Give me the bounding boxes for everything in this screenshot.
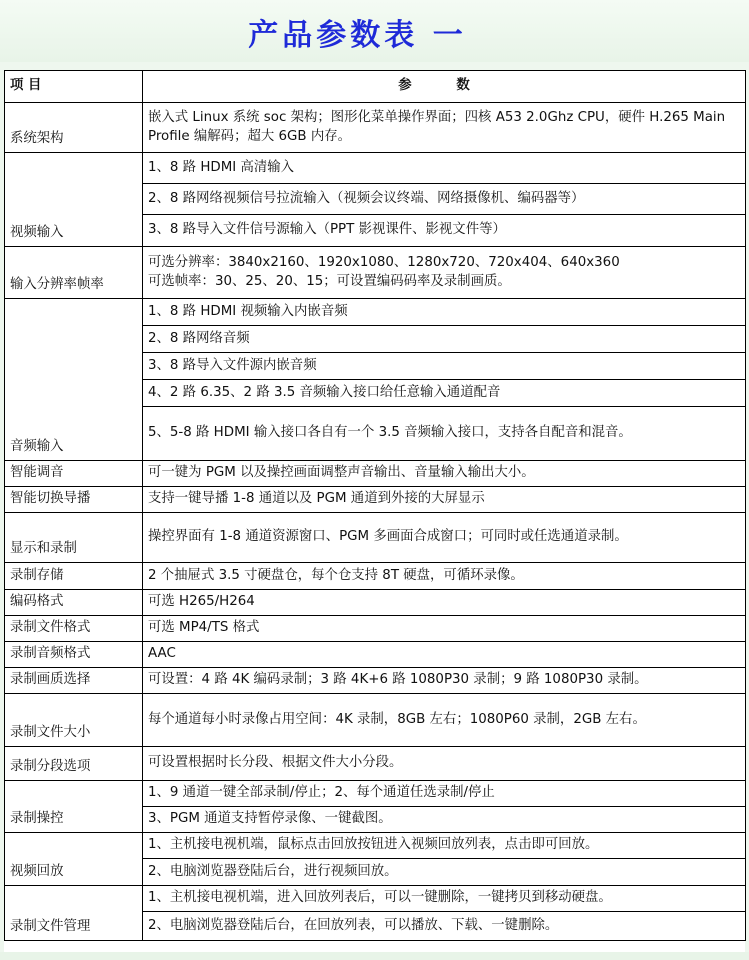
row-value: 操控界面有 1-8 通道资源窗口、PGM 多画面合成窗口；可同时或任选通道录制。 <box>143 513 746 563</box>
row-value: 2、8 路网络音频 <box>143 326 746 353</box>
row-value: 每个通道每小时录像占用空间：4K 录制，8GB 左右；1080P60 录制，2GB 左右。 <box>143 694 746 747</box>
page-title: 产品参数表 一 <box>248 18 467 53</box>
row-label: 显示和录制 <box>5 513 143 563</box>
spec-sheet <box>4 70 745 952</box>
row-label: 录制文件大小 <box>5 694 143 747</box>
table-row <box>5 616 746 642</box>
row-value: 1、9 通道一键全部录制/停止；2、每个通道任选录制/停止 <box>143 781 746 807</box>
row-value: 1、8 路 HDMI 视频输入内嵌音频 <box>143 299 746 326</box>
table-row <box>5 513 746 563</box>
table-row <box>5 642 746 668</box>
table-row <box>5 153 746 184</box>
row-value: 3、8 路导入文件信号源输入（PPT 影视课件、影视文件等） <box>143 215 746 247</box>
row-label: 视频回放 <box>5 833 143 886</box>
table-body <box>5 103 746 941</box>
row-label: 音频输入 <box>5 299 143 461</box>
row-value: 2、电脑浏览器登陆后台，在回放列表，可以播放、下载、一键删除。 <box>143 912 746 941</box>
table-row <box>5 590 746 616</box>
row-value: 可选 MP4/TS 格式 <box>143 616 746 642</box>
header-param: 参 数 <box>143 71 746 103</box>
row-value: 2 个抽屉式 3.5 寸硬盘仓，每个仓支持 8T 硬盘，可循环录像。 <box>143 563 746 590</box>
table-row <box>5 247 746 299</box>
table-row <box>5 487 746 513</box>
table-row <box>5 668 746 694</box>
row-label: 智能调音 <box>5 461 143 487</box>
row-value: 1、主机接电视机端，进入回放列表后，可以一键删除，一键拷贝到移动硬盘。 <box>143 886 746 912</box>
row-label: 视频输入 <box>5 153 143 247</box>
row-value: 嵌入式 Linux 系统 soc 架构；图形化菜单操作界面；四核 A53 2.0Ghz CPU，硬件 H.265 Main Profile 编解码；超大 6GB 内存。 <box>143 103 746 153</box>
row-value: 可选 H265/H264 <box>143 590 746 616</box>
row-label: 系统架构 <box>5 103 143 153</box>
row-label: 录制存储 <box>5 563 143 590</box>
table-row <box>5 747 746 781</box>
row-label: 录制音频格式 <box>5 642 143 668</box>
row-label: 编码格式 <box>5 590 143 616</box>
row-label: 录制文件格式 <box>5 616 143 642</box>
table-row <box>5 299 746 326</box>
table-row <box>5 781 746 807</box>
row-label: 录制分段选项 <box>5 747 143 781</box>
row-value: 2、8 路网络视频信号拉流输入（视频会议终端、网络摄像机、编码器等） <box>143 184 746 215</box>
row-label: 录制文件管理 <box>5 886 143 941</box>
row-value: 可设置：4 路 4K 编码录制；3 路 4K+6 路 1080P30 录制；9 路 1080P30 录制。 <box>143 668 746 694</box>
row-label: 输入分辨率帧率 <box>5 247 143 299</box>
spec-table <box>4 70 746 941</box>
row-value: 5、5-8 路 HDMI 输入接口各自有一个 3.5 音频输入接口，支持各自配音和混音。 <box>143 407 746 461</box>
footer-band <box>0 952 749 960</box>
row-value: 4、2 路 6.35、2 路 3.5 音频输入接口给任意输入通道配音 <box>143 380 746 407</box>
row-label: 智能切换导播 <box>5 487 143 513</box>
row-value: AAC <box>143 642 746 668</box>
table-row <box>5 833 746 859</box>
row-label: 录制画质选择 <box>5 668 143 694</box>
row-value: 2、电脑浏览器登陆后台，进行视频回放。 <box>143 859 746 886</box>
table-row <box>5 563 746 590</box>
table-row <box>5 461 746 487</box>
row-value: 可一键为 PGM 以及操控画面调整声音输出、音量输入输出大小。 <box>143 461 746 487</box>
row-value: 可选分辨率：3840x2160、1920x1080、1280x720、720x404、640x360 可选帧率：30、25、20、15；可设置编码码率及录制画质。 <box>143 247 746 299</box>
row-value: 1、主机接电视机端，鼠标点击回放按钮进入视频回放列表，点击即可回放。 <box>143 833 746 859</box>
row-value: 1、8 路 HDMI 高清输入 <box>143 153 746 184</box>
row-value: 支持一键导播 1-8 通道以及 PGM 通道到外接的大屏显示 <box>143 487 746 513</box>
row-value: 3、PGM 通道支持暂停录像、一键截图。 <box>143 807 746 833</box>
row-value: 3、8 路导入文件源内嵌音频 <box>143 353 746 380</box>
table-row <box>5 103 746 153</box>
table-row <box>5 886 746 912</box>
row-value: 可设置根据时长分段、根据文件大小分段。 <box>143 747 746 781</box>
table-header-row <box>5 71 746 103</box>
header-item: 项 目 <box>5 71 143 103</box>
row-label: 录制操控 <box>5 781 143 833</box>
table-row <box>5 694 746 747</box>
